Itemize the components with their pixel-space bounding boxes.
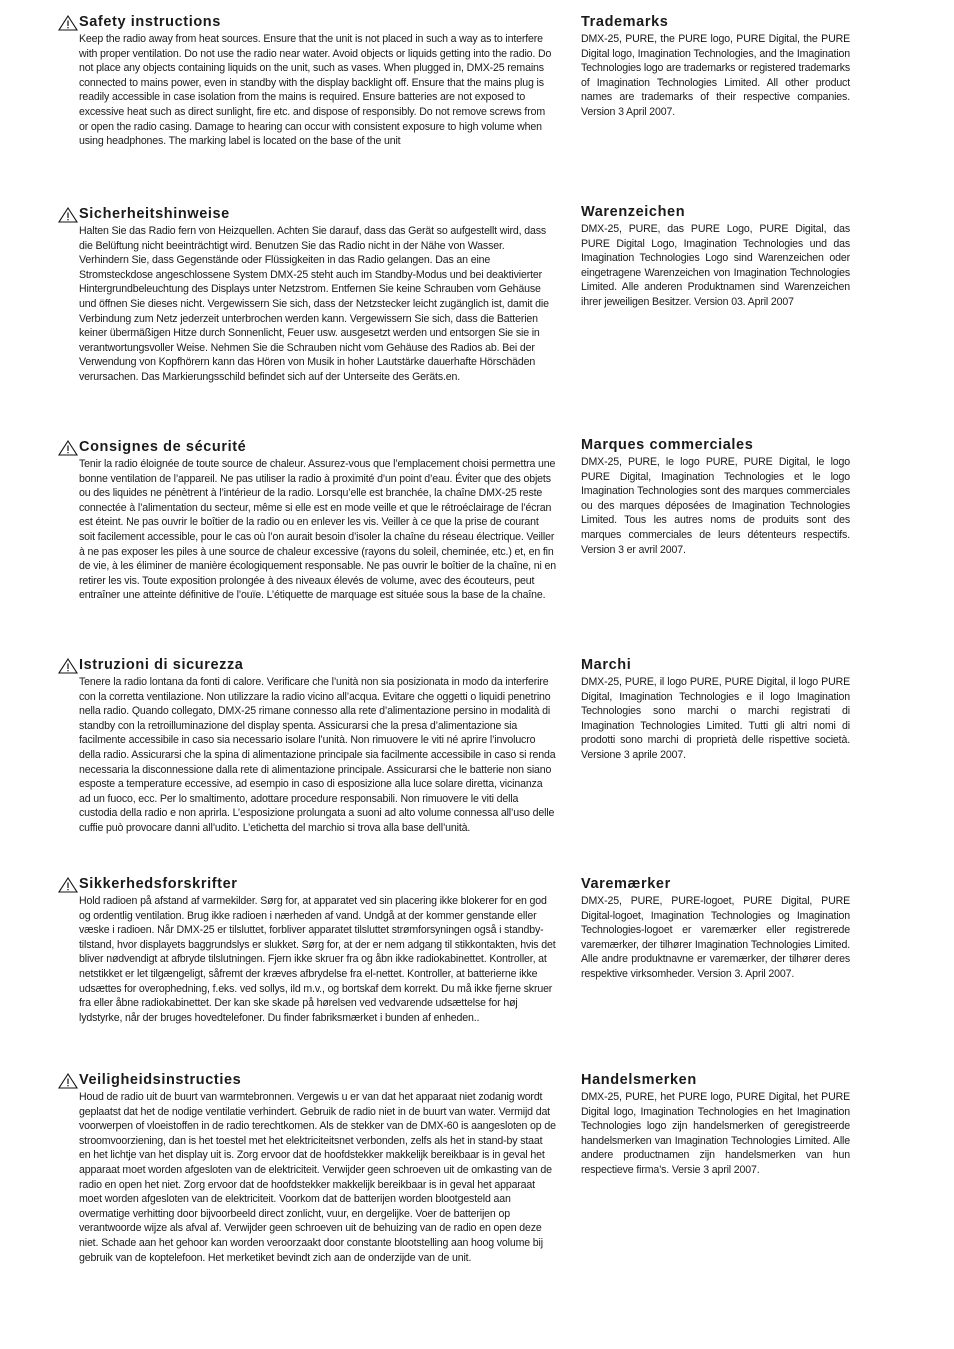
heading-text: Sikkerhedsforskrifter: [79, 876, 238, 892]
safety-section-de: [58, 206, 556, 385]
safety-section-en: [58, 14, 556, 149]
trademark-section-nl: [580, 1072, 850, 1178]
section-heading: [58, 14, 556, 31]
section-body: DMX-25, PURE, le logo PURE, PURE Digital, le logo PURE Digital, Imagination Technologies et le logo Imagination Technologies sont des marques commerciales ou des marques déposées de Imagination Technologies Limited. Tous les autres noms de produits sont des marques commerciales de leurs détenteurs respectifs. Version 3 er avril 2007.: [581, 456, 850, 556]
section-heading: [58, 876, 556, 893]
section-heading: Marchi: [581, 657, 632, 673]
section-body: DMX-25, PURE, il logo PURE, PURE Digital, il logo PURE Digital, Imagination Technologies e il logo Imagination Technologies sono marchi o marchi registrati di Imagination Technologies Limited. Tutti gli altri nomi di prodotti sono marchi di proprietà delle rispettive società. Versione 3 aprile 2007.: [581, 676, 850, 761]
trademark-section-fr: [580, 437, 850, 557]
heading-text: Sicherheitshinweise: [79, 206, 230, 222]
trademark-section-da: [580, 876, 850, 982]
section-heading: [58, 206, 556, 223]
warning-icon: [58, 658, 78, 674]
warning-icon: [58, 440, 78, 456]
warning-icon: [58, 1073, 78, 1089]
section-heading: Handelsmerken: [581, 1072, 697, 1088]
heading-text: Safety instructions: [79, 14, 221, 30]
trademark-section-it: [580, 657, 850, 763]
heading-text: Consignes de sécurité: [79, 439, 247, 455]
section-heading: Marques commerciales: [581, 437, 754, 453]
section-body: DMX-25, PURE, the PURE logo, PURE Digital, the PURE Digital logo, Imagination Technologies, and the Imagination Technologies logo are trademarks or registered trademarks of Imagination Technologies Limited. All other product names are trademarks of their respective companies. Version 3 April 2007.: [581, 33, 850, 118]
section-body: DMX-25, PURE, PURE-logoet, PURE Digital, PURE Digital-logoet, Imagination Technologies og Imagination Technologies-logoet er varemærker eller registrerede varemærker, der tilhører Imagination Technologies Limited. Alle andre produktnavne er varemærker, der tilhører deres respektive virksomheder. Version 3. April 2007.: [581, 895, 850, 980]
section-body: DMX-25, PURE, het PURE logo, PURE Digital, het PURE Digital logo, Imagination Technologies en het Imagination Technologies logo zijn handelsmerken of geregistreerde handelsmerken van Imagination Technologies Limited. Alle andere productnamen zijn handelsmerken van hun respectieve firma’s. Versie 3 april 2007.: [581, 1091, 850, 1176]
safety-section-fr: [58, 439, 556, 603]
section-heading: [58, 439, 556, 456]
section-body: Tenere la radio lontana da fonti di calore. Verificare che l’unità non sia posizionata in modo da interferire con la corretta ventilazione. Non utilizzare la radio vicino all’acqua. Evitare che oggetti o liquidi penetrino nella radio. Quando collegato, DMX-25 rimane connesso alla rete d’alimentazione persino in modalità di standby con la retroilluminazione del display spenta. Assicurarsi che la presa d’alimentazione sia facilmente accessibile in caso sia necessario isolare l’unità. Non rimuovere le viti né aprire l’involucro della radio. Assicurarsi che la spina di alimentazione principale sia facilmente accessibile in caso si renda necessaria la disconnessione dalla rete di alimentazione principale. Assicurarsi che le batterie non siano esposte a temperature eccessive, ad esempio in caso di esposizione alla luce solare diretta, vicinanza ad un fuoco, ecc. Per lo smaltimento, adottare procedure responsabili. Non rimuovere le viti della custodia della radio e non aprirla. L’esposizione prolungata a suoni ad alto volume connessa all’uso delle cuffie può provocare danni all’udito. L’etichetta del marchio si trova alla base dell’unità.: [79, 676, 556, 834]
section-body: Hold radioen på afstand af varmekilder. Sørg for, at apparatet ved sin placering ikke blokerer for en god og ordentlig ventilation. Brug ikke radioen i nærheden af vand. Undgå at der kommer genstande eller væske i radioen. Når DMX-25 er tilsluttet, forbliver apparatet tilsluttet strømforsyningen også i standby-tilstand, hvor displayets baggrundslys er slukket. Sørg for, at der er nem adgang til stikkontakten, hvis det bliver nødvendigt at afbryde tilslutningen. Fjern ikke skruer fra og åbn ikke radiokabinettet. Kontroller, at netstikket er let tilgængeligt, såfremt der kræves afbrydelse fra el-nettet. Kontroller, at batterierne ikke udsættes for overophedning, f.eks. ved sollys, ild m.v., og bortskaf dem korrekt. Du må ikke fjerne skruer fra eller åbne radiokabinettet. Der kan ske skade på hørelsen ved vedvarende udsættelse for høj lydstyrke, når der bruges hovedtelefoner. Du finder fabriksmærket i bunden af enheden..: [79, 895, 556, 1024]
trademark-section-de: [580, 204, 850, 310]
section-heading: Trademarks: [581, 14, 669, 30]
section-body: DMX-25, PURE, das PURE Logo, PURE Digital, das PURE Digital Logo, Imagination Technologies und das Imagination Technologies Logo sind Warenzeichen oder eingetragene Warenzeichen von Imagination Technologies Limited. Alle anderen Produktnamen sind Warenzeichen ihrer jeweiligen Besitzer. Version 03. April 2007: [581, 223, 850, 308]
section-body: Keep the radio away from heat sources. Ensure that the unit is not placed in such a way as to interfere with proper ventilation. Do not use the radio near water. Avoid objects or liquids getting into the radio. Do not place any objects containing liquids on the unit, such as vases. When plugged in, DMX-25 remains connected to mains power, even in standby with the display backlight off. Ensure that the mains plug is readily accessible in case isolation from the mains is required. Ensure batteries are not exposed to excessive heat such as direct sunlight, fire etc. and dispose of responsibly. Do not remove screws from or open the radio casing. Damage to hearing can occur with consistent exposure to high volume when using headphones. The marking label is located on the base of the unit: [79, 33, 552, 148]
safety-section-nl: [58, 1072, 556, 1265]
warning-icon: [58, 207, 78, 223]
heading-text: Istruzioni di sicurezza: [79, 657, 244, 673]
section-heading: Warenzeichen: [581, 204, 686, 220]
safety-section-it: [58, 657, 556, 836]
section-body: Houd de radio uit de buurt van warmtebronnen. Vergewis u er van dat het apparaat niet zodanig wordt geplaatst dat het de nodige ventilatie verhindert. Gebruik de radio niet in de buurt van water. Vermijd dat voorwerpen of vloeistoffen in de radio terechtkomen. Als de stekker van de DMX-60 is aangesloten op de stroomvoorziening, dan is het toestel met het elektriciteitsnet verbonden, zelfs als het in stand-by staat en het lichtje van het display uit is. Zorg ervoor dat de hoofdstekker makkelijk bereikbaar is in geval het apparaat moet worden afgesloten van de elektriciteit. Verwijder geen schroeven uit de omkasting van de radio en open het niet. Zorg ervoor dat de hoofdstekker makkelijk bereikbaar is in geval het apparaat moet worden afgesloten van de elektriciteit. Voorkom dat de batterijen worden blootgesteld aan overmatige verhitting door bijvoorbeeld direct zonlicht, vuur, en dergelijke. Voer de batterijen op verantwoorde wijze als afval af. Verwijder geen schroeven uit de behuizing van de radio en open deze niet. Schade aan het gehoor kan worden veroorzaakt door constante blootstelling aan hoog volume bij gebruik van de koptelefoon. Het merketiket bevindt zich aan de onderzijde van de unit.: [79, 1091, 556, 1264]
section-heading: Varemærker: [581, 876, 671, 892]
section-body: Halten Sie das Radio fern von Heizquellen. Achten Sie darauf, dass das Gerät so aufgestellt wird, dass die Belüftung nicht beeinträchtigt wird. Benutzen Sie das Radio nicht in der Nähe von Wasser. Verhindern Sie, dass Gegenstände oder Flüssigkeiten in das Radio gelangen. Das an eine Stromsteckdose angeschlossene System DMX-25 steht auch im Standby-Modus und bei deaktivierter Hintergrundbeleuchtung des Displays unter Netzstrom. Entfernen Sie keine Schrauben vom Gehäuse und öffnen Sie dieses nicht. Vergewissern Sie sich, dass der Netzstecker leicht zugänglich ist, damit die Verbindung zum Netz jederzeit unterbrochen werden kann. Vergewissern Sie sich, dass die Batterien keiner übermäßigen Hitze durch Sonnenlicht, Feuer usw. ausgesetzt werden und entsorgen Sie sie in verantwortungsvoller Weise. Nehmen Sie die Schrauben nicht vom Gehäuse des Radios ab. Bei der Verwendung von Kopfhörern kann das Hören von Musik in hoher Lautstärke dauerhafte Hörschäden verursachen. Das Markierungsschild befindet sich auf der Unterseite des Geräts.en.: [79, 225, 549, 383]
safety-section-da: [58, 876, 556, 1025]
trademark-section-en: [580, 14, 850, 120]
section-heading: [58, 1072, 556, 1089]
warning-icon: [58, 15, 78, 31]
warning-icon: [58, 877, 78, 893]
heading-text: Veiligheidsinstructies: [79, 1072, 242, 1088]
section-heading: [58, 657, 556, 674]
section-body: Tenir la radio éloignée de toute source de chaleur. Assurez-vous que l’emplacement choisi permettra une bonne ventilation de l’appareil. Ne pas utiliser la radio à proximité d’un point d’eau. Éviter que des objets ou des liquides ne pénètrent à l’intérieur de la radio. Lorsqu’elle est branchée, la chaîne DMX-25 reste connectée à l’alimentation du secteur, même si elle est en mode veille et que le rétroéclairage de l’écran est éteint. Ne pas ouvrir le boîtier de la radio ou en enlever les vis. Veiller à ce que la prise de courant soit facilement accessible, pour le cas où l’on aurait besoin d’isoler la chaîne du réseau électrique. Veiller à ne pas exposer les piles à une source de chaleur excessive (rayons du soleil, cheminée, etc.) et, en fin de vie, à les éliminer de manière écologiquement responsable. Ne pas ouvrir le boîtier de la chaîne, ni en retirer les vis. Toute exposition prolongée à des niveaux élevés de volume, avec des écouteurs, peut entraîner une atteinte définitive de l’ouïe. L’étiquette de marquage est située sous la base de la chaîne.: [79, 458, 556, 602]
